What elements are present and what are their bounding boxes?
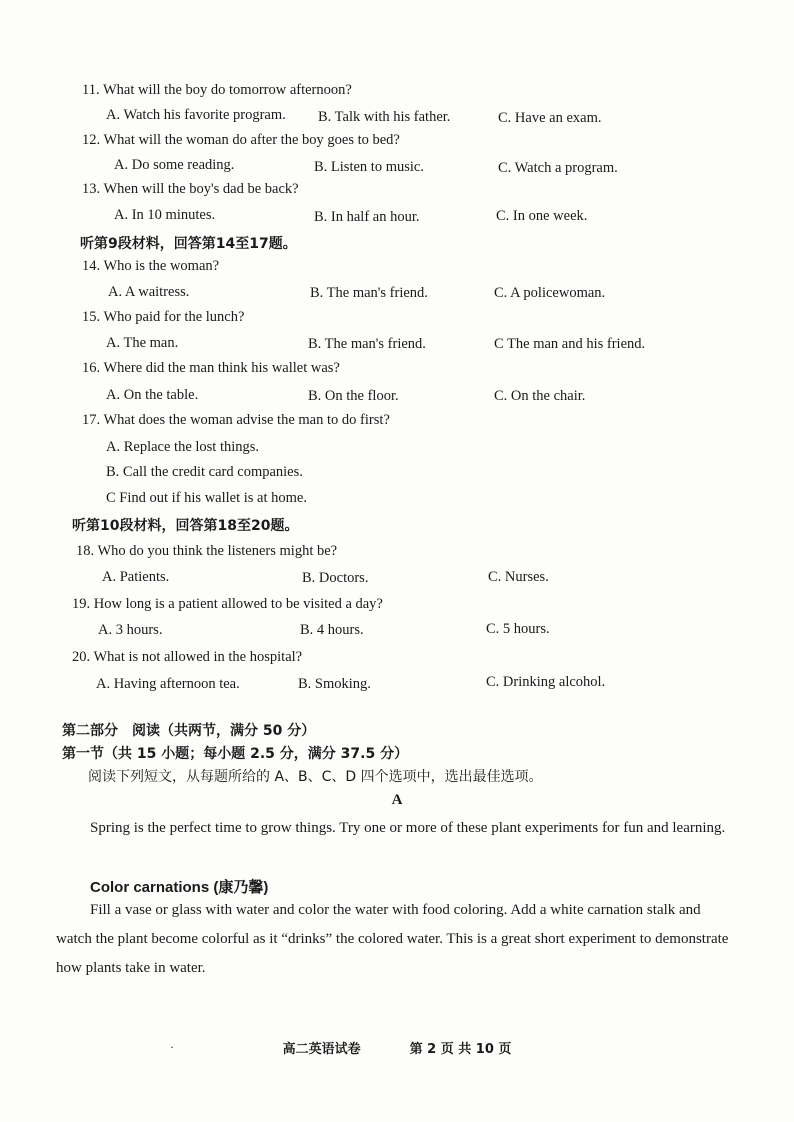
q12-option-c: C. Watch a program. [498,160,618,176]
question-18: 18. Who do you think the listeners might be? [76,543,338,559]
q12-option-b: B. Listen to music. [314,159,424,175]
reading-directions: 阅读下列短文，从每题所给的 A、B、C、D 四个选项中，选出最佳选项。 [88,769,543,785]
footer-title: 高二英语试卷 [282,1042,361,1057]
q20-option-c: C. Drinking alcohol. [486,674,606,690]
q17-option-a: A. Replace the lost things. [106,439,260,455]
question-15: 15. Who paid for the lunch? [82,309,245,325]
question-16: 16. Where did the man think his wallet was? [82,360,340,376]
q11-option-c: C. Have an exam. [498,110,602,126]
q18-option-c: C. Nurses. [488,569,549,585]
q17-option-b: B. Call the credit card companies. [106,464,303,480]
question-13: 13. When will the boy's dad be back? [82,181,299,197]
question-20: 20. What is not allowed in the hospital? [72,649,303,665]
section-2-title: 第二部分 阅读（共两节，满分 50 分） [62,723,316,739]
q13-option-b: B. In half an hour. [314,209,420,225]
page-footer [0,1038,794,1057]
passage-label: A [391,792,403,808]
question-11: 11. What will the boy do tomorrow afternoon? [82,82,352,98]
q19-option-c: C. 5 hours. [486,621,550,637]
footer-dot: · [170,1040,174,1054]
q20-option-a: A. Having afternoon tea. [96,676,240,692]
passage-body: Fill a vase or glass with water and color the water with food coloring. Add a white carnation stalk and watch the plant become colorful as it “drinks” the colored water. This is a great short experiment to demonstrate how plants take in water. [56,902,729,976]
q14-option-c: C. A policewoman. [494,285,606,301]
q12-option-a: A. Do some reading. [114,157,235,173]
q15-option-c: C The man and his friend. [494,336,646,352]
question-17: 17. What does the woman advise the man to do first? [82,412,390,428]
q11-option-a: A. Watch his favorite program. [106,107,286,123]
q17-option-c: C Find out if his wallet is at home. [106,490,307,506]
q13-option-c: C. In one week. [496,208,588,224]
passage-subheading: Color carnations (康乃馨) [90,879,269,896]
q19-option-a: A. 3 hours. [98,622,163,638]
q18-option-a: A. Patients. [102,569,170,585]
footer-page-number: 第 2 页 共 10 页 [409,1042,512,1057]
q20-option-b: B. Smoking. [298,676,371,692]
section-2-part-1: 第一节（共 15 小题；每小题 2.5 分，满分 37.5 分） [62,746,409,762]
q13-option-a: A. In 10 minutes. [114,207,216,223]
q14-option-b: B. The man's friend. [310,285,428,301]
material-10-instruction: 听第10段材料，回答第18至20题。 [72,518,299,534]
q16-option-b: B. On the floor. [308,388,399,404]
q16-option-a: A. On the table. [106,387,199,403]
question-12: 12. What will the woman do after the boy goes to bed? [82,132,400,148]
q19-option-b: B. 4 hours. [300,622,364,638]
material-9-instruction: 听第9段材料，回答第14至17题。 [80,236,297,252]
q15-option-a: A. The man. [106,335,179,351]
question-14: 14. Who is the woman? [82,258,220,274]
q16-option-c: C. On the chair. [494,388,586,404]
question-19: 19. How long is a patient allowed to be visited a day? [72,596,383,612]
q11-option-b: B. Talk with his father. [318,109,451,125]
q18-option-b: B. Doctors. [302,570,369,586]
passage-intro: Spring is the perfect time to grow things. Try one or more of these plant experiments for fun and learning. [90,820,726,836]
q14-option-a: A. A waitress. [108,284,190,300]
q15-option-b: B. The man's friend. [308,336,426,352]
